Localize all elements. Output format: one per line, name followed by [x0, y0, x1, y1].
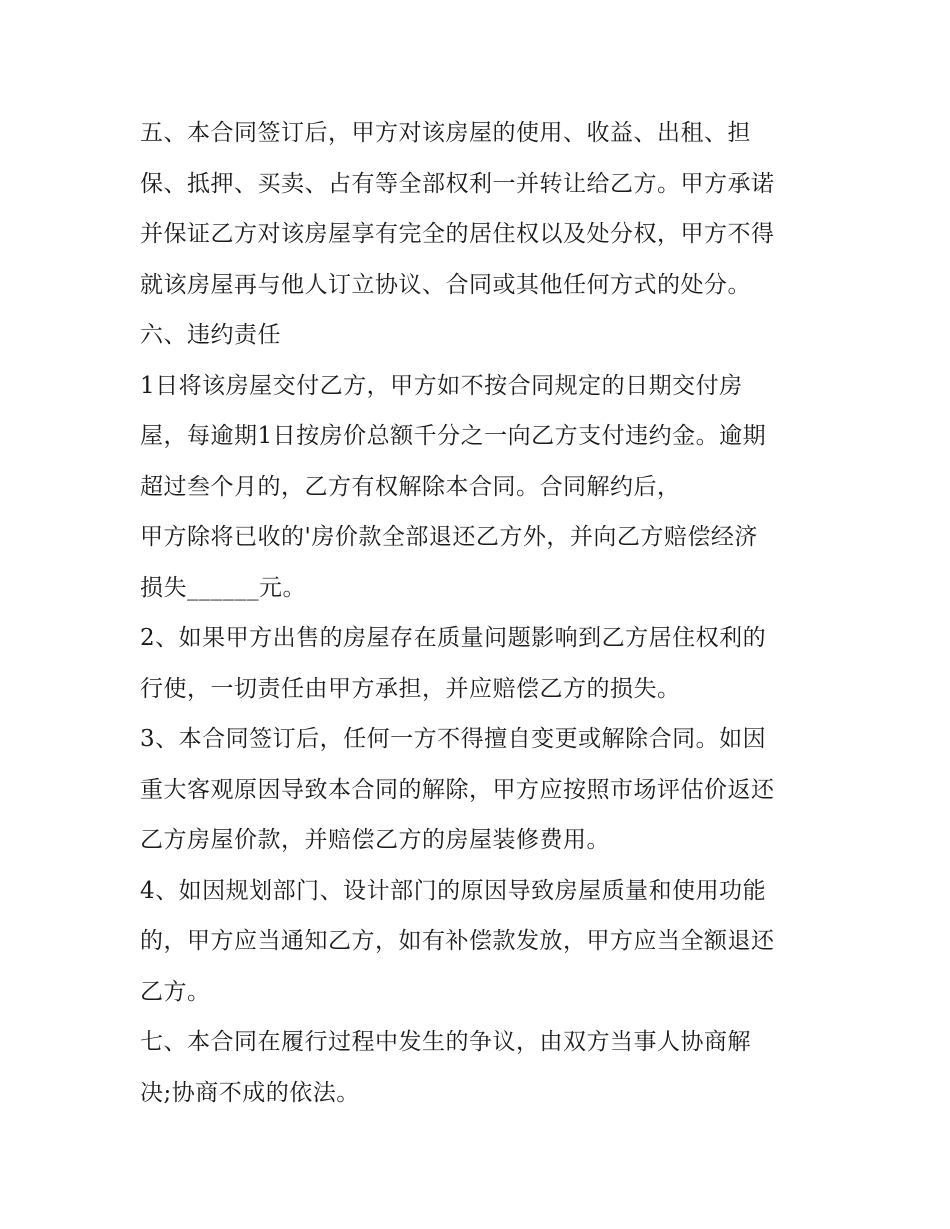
text-line: 2、如果甲方出售的房屋存在质量问题影响到乙方居住权利的 [140, 625, 767, 651]
text-line: 七、本合同在履行过程中发生的争议，由双方当事人协商解 [140, 1029, 751, 1055]
text-line: 乙方房屋价款，并赔偿乙方的房屋装修费用。 [140, 827, 610, 853]
text-line: 保、抵押、买卖、占有等全部权利一并转让给乙方。甲方承诺 [140, 170, 775, 197]
text-line: 并保证乙方对该房屋享有完全的居住权以及处分权，甲方不得 [140, 221, 775, 247]
text-line: 甲方除将已收的'房价款全部退还乙方外，并向乙方赔偿经济 [140, 524, 758, 550]
text-line: 的，甲方应当通知乙方，如有补偿款发放，甲方应当全额退还 [140, 928, 775, 954]
text-line: 行使，一切责任由甲方承担，并应赔偿乙方的损失。 [140, 675, 681, 702]
text-line: 1日将该房屋交付乙方，甲方如不按合同规定的日期交付房 [140, 372, 743, 399]
text-line: 五、本合同签订后，甲方对该房屋的使用、收益、出租、担 [140, 120, 751, 146]
text-line: 就该房屋再与他人订立协议、合同或其他任何方式的处分。 [140, 271, 751, 298]
text-line: 超过叁个月的，乙方有权解除本合同。合同解约后， [140, 473, 681, 500]
document-body [140, 108, 820, 1118]
text-line: 决;协商不成的依法。 [140, 1079, 360, 1106]
text-line: 乙方。 [140, 978, 211, 1005]
section-heading: 六、违约责任 [140, 322, 281, 348]
text-line: 3、本合同签订后，任何一方不得擅自变更或解除合同。如因 [140, 726, 767, 752]
text-line: 损失______元。 [140, 574, 306, 601]
text-line: 屋，每逾期1日按房价总额千分之一向乙方支付违约金。逾期 [140, 423, 767, 449]
text-line: 重大客观原因导致本合同的解除，甲方应按照市场评估价返还 [140, 776, 775, 803]
text-line: 4、如因规划部门、设计部门的原因导致房屋质量和使用功能 [140, 877, 767, 904]
